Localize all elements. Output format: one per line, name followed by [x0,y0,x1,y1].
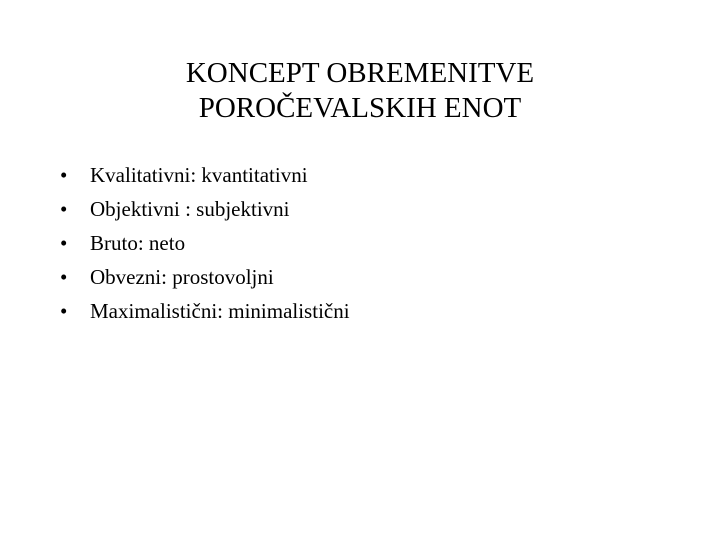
bullet-item [60,260,350,294]
bullet-list [60,158,350,328]
bullet-dot-icon: • [60,163,68,187]
bullet-dot-icon: • [60,197,68,221]
bullet-dot-icon: • [60,265,68,289]
bullet-text: Kvalitativni: kvantitativni [90,163,308,187]
bullet-item [60,294,350,328]
bullet-item [60,158,350,192]
bullet-text: Maximalistični: minimalistični [90,299,350,323]
slide-title-line-1: KONCEPT OBREMENITVE [185,57,535,89]
bullet-text: Objektivni : subjektivni [90,197,290,221]
bullet-text: Bruto: neto [90,231,186,255]
slide-title-line-2: POROČEVALSKIH ENOT [198,92,522,124]
slide-title [60,56,660,126]
bullet-item [60,226,350,260]
bullet-item [60,192,350,226]
bullet-dot-icon: • [60,231,68,255]
bullet-dot-icon: • [60,299,68,323]
bullet-text: Obvezni: prostovoljni [90,265,274,289]
